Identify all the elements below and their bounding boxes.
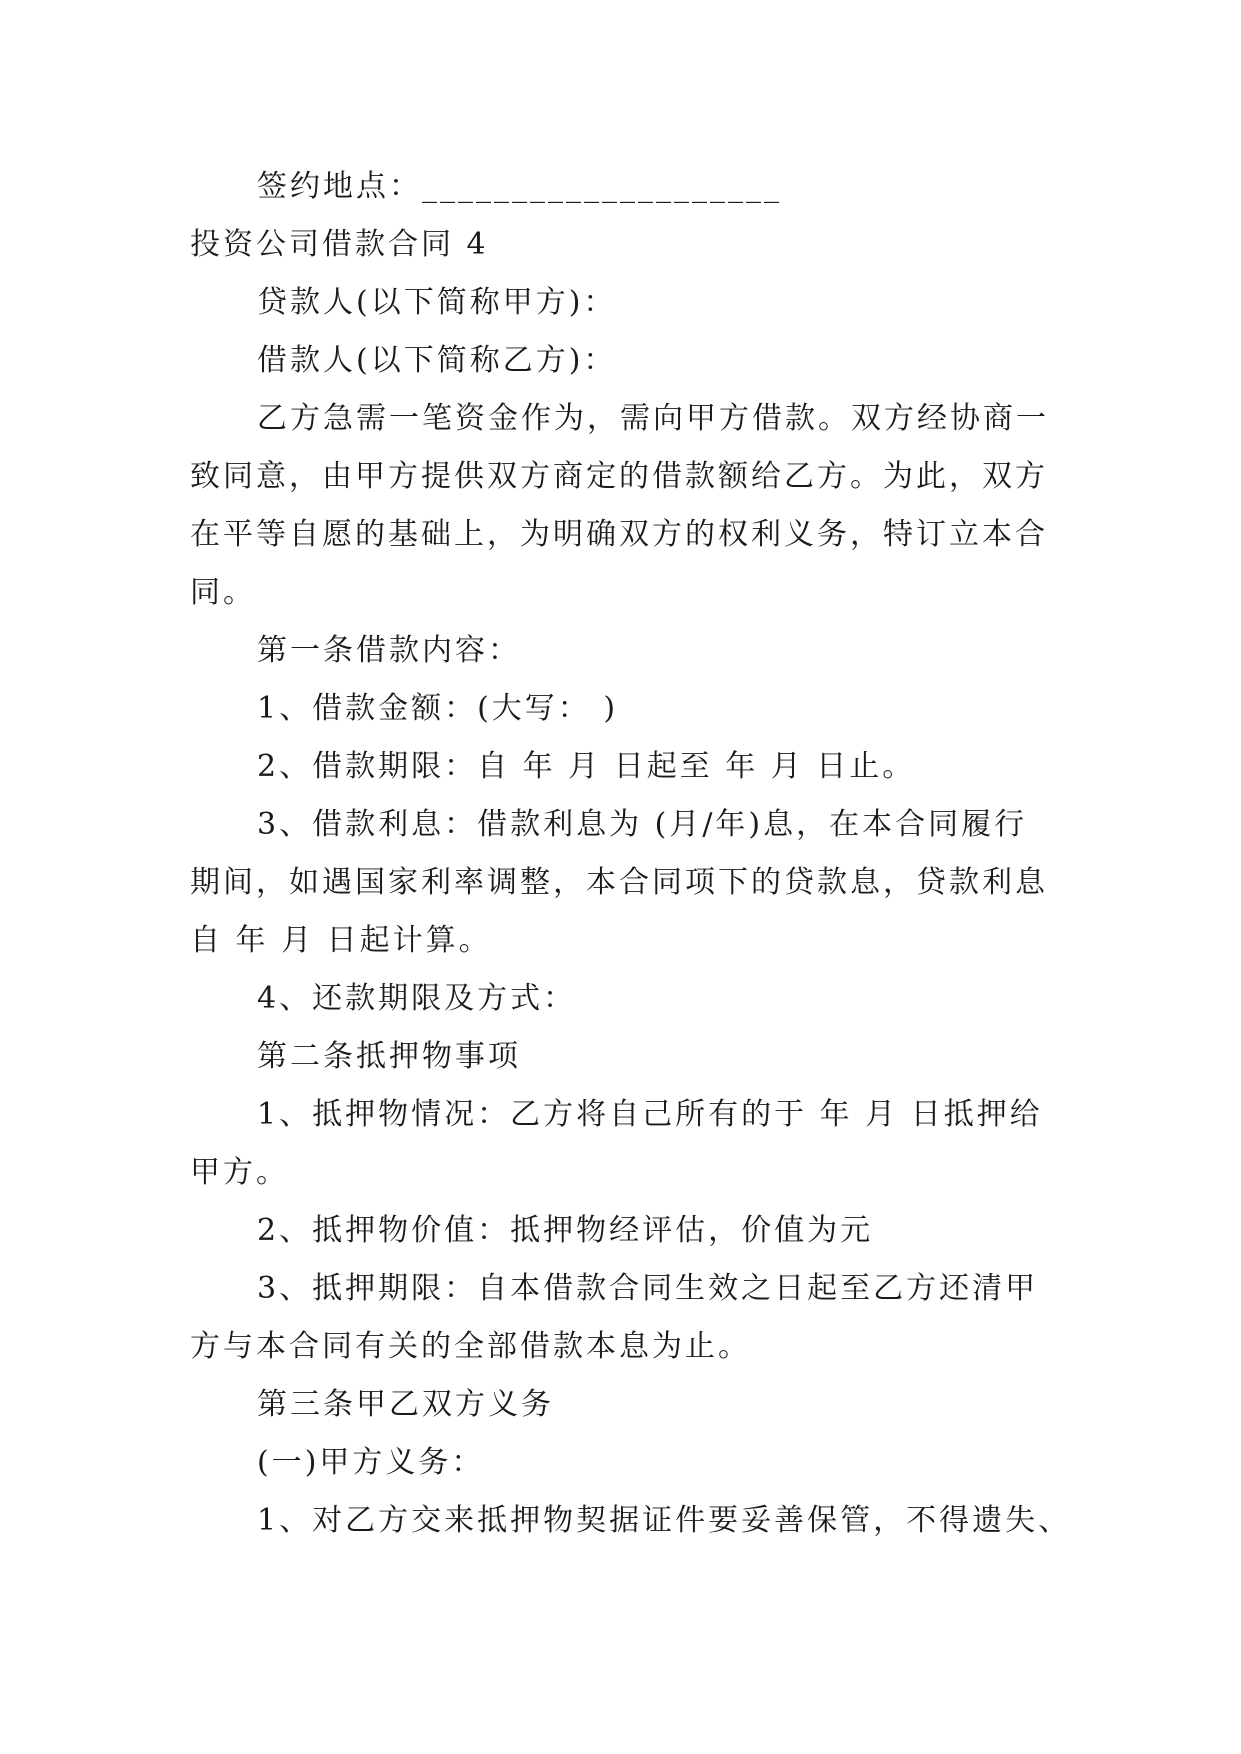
lender-line: 贷款人(以下简称甲方)： — [257, 285, 617, 320]
article-3-heading: 第三条甲乙双方义务 — [257, 1387, 554, 1422]
mortgage-term-line-2: 方与本合同有关的全部借款本息为止。 — [190, 1329, 751, 1364]
preamble-line-1: 乙方急需一笔资金作为，需向甲方借款。双方经协商一 — [257, 401, 1049, 436]
repayment-line: 4、还款期限及方式： — [257, 981, 577, 1016]
lender-duty-1-line: 1、对乙方交来抵押物契据证件要妥善保管，不得遗失、 — [257, 1503, 1072, 1538]
loan-interest-line-2: 期间，如遇国家利率调整，本合同项下的贷款息，贷款利息 — [190, 865, 1048, 900]
loan-amount-line: 1、借款金额：(大写： ) — [257, 691, 619, 726]
loan-term-line: 2、借款期限：自 年 月 日起至 年 月 日止。 — [257, 749, 916, 784]
borrower-line: 借款人(以下简称乙方)： — [257, 343, 617, 378]
collateral-value-line: 2、抵押物价值：抵押物经评估，价值为元 — [257, 1213, 874, 1248]
mortgage-term-line-1: 3、抵押期限：自本借款合同生效之日起至乙方还清甲 — [257, 1271, 1039, 1306]
preamble-line-4: 同。 — [190, 575, 256, 610]
collateral-status-line-1: 1、抵押物情况：乙方将自己所有的于 年 月 日抵押给 — [257, 1097, 1043, 1132]
signing-location-line: 签约地点：____________________ — [257, 169, 782, 204]
lender-duties-heading: (一)甲方义务： — [257, 1445, 485, 1480]
article-1-heading: 第一条借款内容： — [257, 633, 521, 668]
loan-interest-line-1: 3、借款利息：借款利息为 (月/年)息，在本合同履行 — [257, 807, 1028, 842]
preamble-line-2: 致同意，由甲方提供双方商定的借款额给乙方。为此，双方 — [190, 459, 1048, 494]
preamble-line-3: 在平等自愿的基础上，为明确双方的权利义务，特订立本合 — [190, 517, 1048, 552]
article-2-heading: 第二条抵押物事项 — [257, 1039, 521, 1074]
collateral-status-line-2: 甲方。 — [190, 1155, 289, 1190]
loan-interest-line-3: 自 年 月 日起计算。 — [190, 923, 492, 958]
contract-title: 投资公司借款合同 4 — [190, 227, 489, 262]
